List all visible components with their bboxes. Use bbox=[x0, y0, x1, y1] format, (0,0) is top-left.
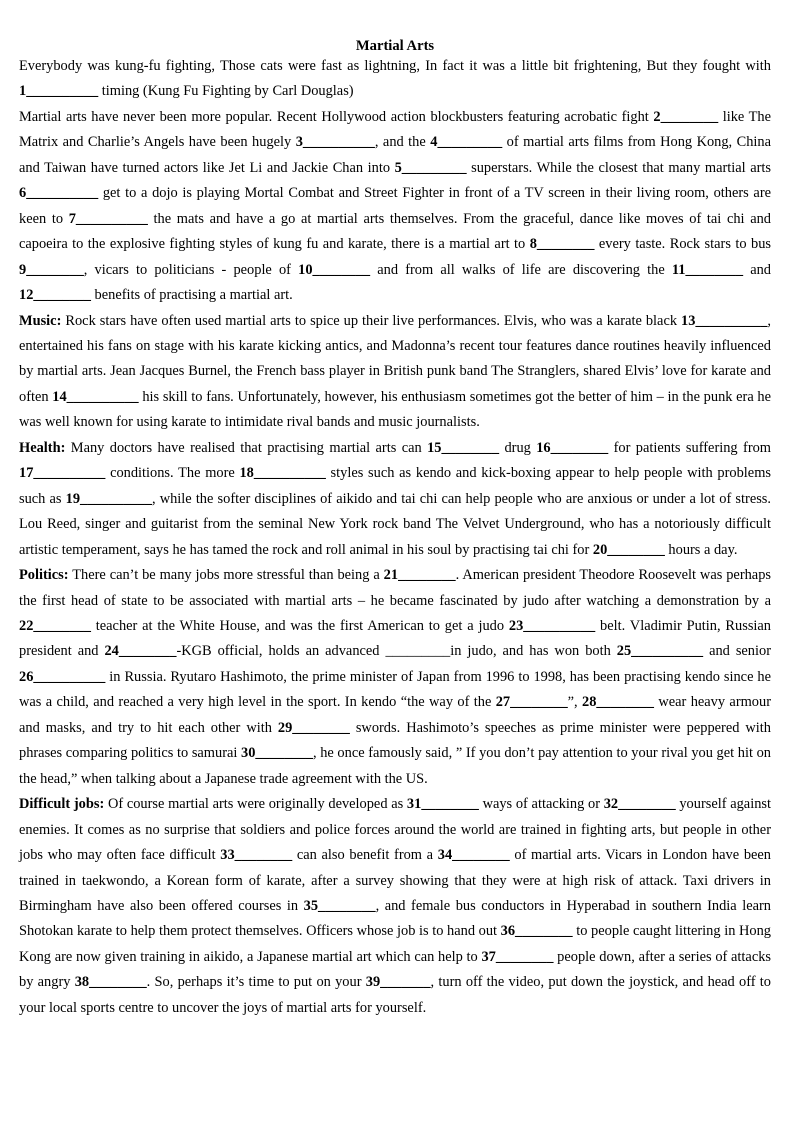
paragraph: Difficult jobs: Of course martial arts were originally developed as 31________ ways of attacking or 32________ yourself against enemies. It comes as no surprise that soldiers and police forces around the world are trained in fighting arts, but people in other jobs who may often face difficult 33________ can also benefit from a 34________ of martial arts. Vicars in London have been trained in taekwondo, a Korean form of karate, after a survey showing that they were at high risk of attack. Taxi drivers in Birmingham have also been offered courses in 35________, and female bus conductors in Hyperabad in southern India learn Shotokan karate to help them protect themselves. Officers whose job is to hand out 36________ to people caught littering in Hong Kong are now given training in aikido, a Japanese martial art which can help to 37________ people down, after a series of attacks by angry 38________. So, perhaps it’s time to put on your 39_______, turn off the video, put down the joystick, and head off to your local sports centre to uncover the joys of martial arts for yourself. bbox=[19, 796, 771, 1016]
gap-blank: 14__________ bbox=[52, 388, 139, 405]
gap-blank: 10________ bbox=[298, 261, 371, 278]
gap-blank: 1__________ bbox=[19, 83, 99, 100]
article-body bbox=[19, 54, 771, 1021]
gap-blank: 4_________ bbox=[430, 134, 503, 151]
gap-blank: 37________ bbox=[481, 948, 554, 965]
paragraph: Martial arts have never been more popular. Recent Hollywood action blockbusters featuring acrobatic fight 2________ like The Matrix and Charlie’s Angels have been hugely 3__________, and the 4_________ of martial arts films from Hong Kong, China and Taiwan have turned actors like Jet Li and Jackie Chan into 5_________ superstars. While the closest that many martial arts 6__________ get to a dojo is playing Mortal Combat and Street Fighter in front of a TV screen in their living room, others are keen to 7__________ the mats and have a go at martial arts themselves. From the graceful, dance like moves of tai chi and capoeira to the explosive fighting styles of kung fu and karate, there is a martial art to 8________ every taste. Rock stars to bus 9________, vicars to politicians - people of 10________ and from all walks of life are discovering the 11________ and 12________ benefits of practising a martial art. bbox=[19, 108, 772, 304]
gap-blank: 38________ bbox=[74, 974, 147, 991]
gap-blank: 13__________ bbox=[681, 312, 768, 329]
section-heading: Politics: bbox=[19, 567, 69, 584]
gap-blank: 36________ bbox=[500, 923, 573, 940]
gap-blank: 23__________ bbox=[508, 617, 596, 634]
gap-blank: 3__________ bbox=[295, 134, 375, 151]
gap-blank: 2________ bbox=[653, 108, 719, 125]
gap-blank: 7__________ bbox=[68, 210, 148, 227]
gap-blank: 27________ bbox=[495, 694, 568, 711]
paragraph: Music: Rock stars have often used martial arts to spice up their live performances. Elvis, who was a karate black 13__________, entertained his fans on stage with his karate kicking antics, and Madonna’s recent tour features dance routines heavily influenced by martial arts. Jean Jacques Burnel, the French bass player in British punk band The Stranglers, shared Elvis’ love for karate and often 14__________ his skill to fans. Unfortunately, however, his enthusiasm sometimes got the better of him – in the punk era he was well known for using karate to intimidate rival bands and music journalists. bbox=[19, 312, 772, 431]
gap-blank: 33________ bbox=[220, 847, 293, 864]
gap-blank: 22________ bbox=[19, 617, 91, 634]
section-heading: Music: bbox=[19, 312, 62, 329]
gap-blank: 8________ bbox=[529, 236, 595, 253]
gap-blank: 17__________ bbox=[19, 465, 106, 482]
gap-blank: 5_________ bbox=[394, 159, 467, 176]
paragraph: Politics: There can’t be many jobs more stressful than being a 21________. American president Theodore Roosevelt was perhaps the first head of state to be associated with martial arts – he became fascinated by judo after watching a demonstration by a 22________ teacher at the White House, and was the first American to get a judo 23__________ belt. Vladimir Putin, Russian president and 24________-KGB official, holds an advanced _________in judo, and has won both 25__________ and senior 26__________ in Russia. Ryutaro Hashimoto, the prime minister of Japan from 1996 to 1998, has been practising kendo since he was a child, and reached a very high level in the sport. In kendo “the way of the 27________”, 28________ wear heavy armour and masks, and try to hit each other with 29________ swords. Hashimoto’s speeches as prime minister were peppered with phrases comparing politics to samurai 30________, he once famously said, ” If you don’t pay attention to your rival you get hit on the head,” when talking about a Japanese trade agreement with the US. bbox=[19, 567, 771, 787]
gap-blank: 29________ bbox=[277, 719, 350, 736]
gap-blank: 20________ bbox=[592, 541, 665, 558]
gap-blank: 30________ bbox=[241, 745, 313, 762]
paragraph: Everybody was kung-fu fighting, Those cats were fast as lightning, In fact it was a little bit frightening, But they fought with 1__________ timing (Kung Fu Fighting by Carl Douglas) bbox=[19, 58, 771, 100]
gap-blank: 18__________ bbox=[239, 465, 326, 482]
gap-blank: 11________ bbox=[671, 261, 744, 278]
gap-blank: 9________ bbox=[19, 261, 84, 278]
gap-blank: 24________ bbox=[104, 643, 177, 660]
gap-blank: 28________ bbox=[582, 694, 654, 711]
section-heading: Health: bbox=[19, 439, 66, 456]
gap-blank: 32________ bbox=[603, 796, 676, 813]
gap-blank: 6__________ bbox=[19, 185, 99, 202]
gap-blank: 12________ bbox=[19, 287, 91, 304]
gap-blank: 19__________ bbox=[65, 490, 152, 507]
section-heading: Difficult jobs: bbox=[19, 796, 105, 813]
gap-blank: 15________ bbox=[427, 439, 500, 456]
gap-blank: 31________ bbox=[406, 796, 479, 813]
gap-blank: 35________ bbox=[303, 897, 376, 914]
document-title: Martial Arts bbox=[355, 38, 435, 54]
gap-blank: 34________ bbox=[437, 847, 510, 864]
gap-blank: 26__________ bbox=[19, 668, 106, 685]
gap-blank: 16________ bbox=[536, 439, 609, 456]
worksheet-page bbox=[19, 36, 771, 1021]
gap-blank: 21________ bbox=[383, 567, 456, 584]
gap-blank: 25__________ bbox=[616, 643, 704, 660]
gap-blank: 39_______ bbox=[365, 974, 431, 991]
paragraph: Health: Many doctors have realised that practising martial arts can 15________ drug 16________ for patients suffering from 17__________ conditions. The more 18__________ styles such as kendo and kick-boxing appear to help people with problems such as 19__________, while the softer disciplines of aikido and tai chi can help people who are anxious or under a lot of stress. Lou Reed, singer and guitarist from the seminal New York rock band The Velvet Underground, who has a notoriously difficult artistic temperament, says he has tamed the rock and roll animal in his soul by practising tai chi for 20________ hours a day. bbox=[19, 439, 772, 558]
